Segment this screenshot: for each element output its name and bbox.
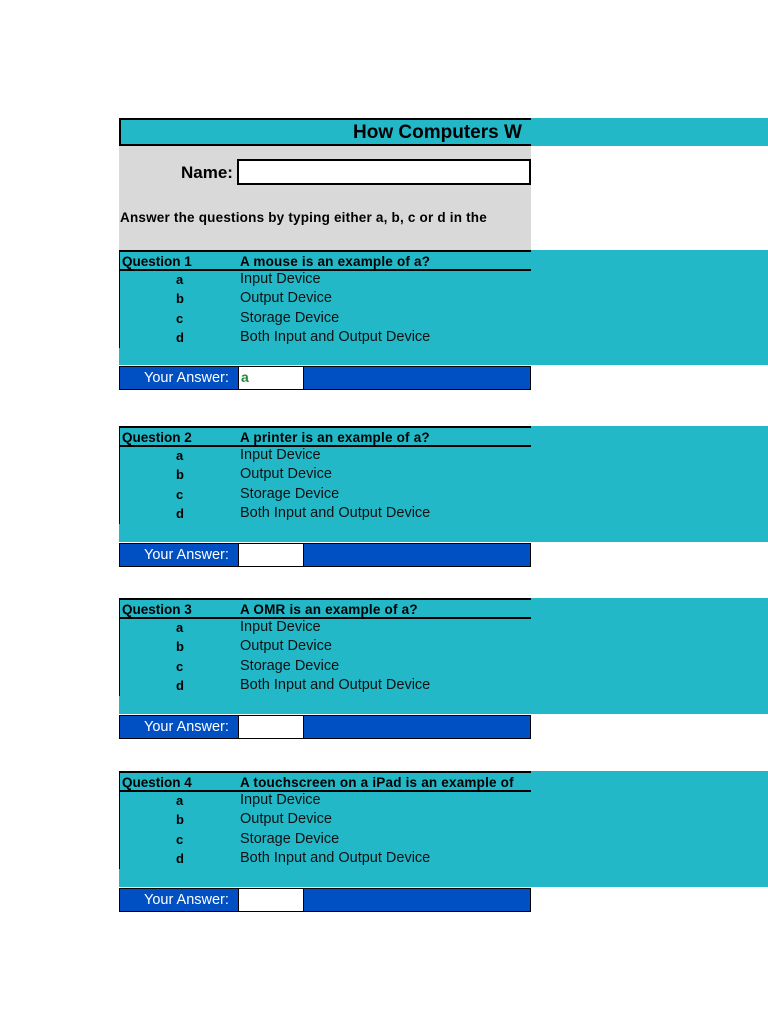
- option-text: Input Device: [240, 619, 321, 635]
- question-header: [119, 426, 531, 447]
- option-letter: b: [176, 812, 184, 828]
- option-letter: c: [176, 486, 184, 502]
- option-text: Both Input and Output Device: [240, 849, 431, 866]
- question-header: [119, 250, 531, 271]
- question-number: Question 2: [122, 430, 192, 445]
- option-letter: a: [176, 448, 184, 463]
- option-letter: d: [176, 850, 184, 866]
- answer-row: [119, 543, 531, 567]
- option-text: Output Device: [240, 466, 332, 483]
- question-text: A mouse is an example of a?: [240, 254, 431, 269]
- answer-row: [119, 888, 531, 912]
- instructions: Answer the questions by typing either a, b, c or d in the: [120, 210, 487, 225]
- option-letter: d: [176, 329, 184, 345]
- question-text: A touchscreen on a iPad is an example of: [240, 775, 514, 790]
- option-letter: c: [176, 310, 184, 326]
- question-text: A printer is an example of a?: [240, 430, 430, 445]
- title-bar: [119, 118, 768, 146]
- option-a: [120, 792, 531, 811]
- question-number: Question 3: [122, 602, 192, 617]
- option-text: Output Device: [240, 811, 332, 828]
- page-title: How Computers W: [353, 122, 522, 143]
- option-b: [120, 290, 531, 309]
- option-b: [120, 638, 531, 657]
- options-list: [119, 792, 531, 869]
- option-text: Input Device: [240, 271, 321, 287]
- answer-input[interactable]: [238, 889, 304, 911]
- option-c: [120, 658, 531, 677]
- question-number: Question 1: [122, 254, 192, 269]
- option-letter: a: [176, 272, 184, 287]
- options-list: [119, 619, 531, 696]
- title-cell: [119, 118, 531, 146]
- option-a: [120, 619, 531, 638]
- option-letter: b: [176, 291, 184, 307]
- option-a: [120, 271, 531, 290]
- option-d: [120, 329, 531, 348]
- question-header: [119, 771, 531, 792]
- option-letter: a: [176, 620, 184, 635]
- option-letter: b: [176, 467, 184, 483]
- option-text: Output Device: [240, 290, 332, 307]
- option-text: Storage Device: [240, 309, 340, 326]
- option-text: Input Device: [240, 447, 321, 463]
- option-a: [120, 447, 531, 466]
- option-letter: d: [176, 677, 184, 693]
- option-letter: d: [176, 505, 184, 521]
- answer-row: [119, 366, 531, 390]
- answer-label: Your Answer:: [144, 892, 229, 908]
- options-list: [119, 271, 531, 348]
- option-text: Both Input and Output Device: [240, 504, 431, 521]
- option-text: Storage Device: [240, 657, 340, 674]
- question-text: A OMR is an example of a?: [240, 602, 418, 617]
- option-d: [120, 505, 531, 524]
- option-d: [120, 850, 531, 869]
- option-text: Input Device: [240, 792, 321, 808]
- option-letter: b: [176, 639, 184, 655]
- option-text: Output Device: [240, 638, 332, 655]
- answer-input[interactable]: [238, 544, 304, 566]
- option-letter: c: [176, 658, 184, 674]
- option-text: Both Input and Output Device: [240, 676, 431, 693]
- name-label: Name:: [181, 163, 233, 182]
- option-text: Storage Device: [240, 485, 340, 502]
- name-input[interactable]: [237, 159, 531, 185]
- option-c: [120, 310, 531, 329]
- option-letter: a: [176, 793, 184, 808]
- question-header: [119, 598, 531, 619]
- option-c: [120, 486, 531, 505]
- options-list: [119, 447, 531, 524]
- option-c: [120, 831, 531, 850]
- answer-label: Your Answer:: [144, 547, 229, 563]
- option-letter: c: [176, 831, 184, 847]
- answer-label: Your Answer:: [144, 370, 229, 386]
- answer-label: Your Answer:: [144, 719, 229, 735]
- name-section: [119, 146, 531, 250]
- option-b: [120, 466, 531, 485]
- option-b: [120, 811, 531, 830]
- answer-input[interactable]: a: [238, 367, 304, 389]
- answer-row: [119, 715, 531, 739]
- option-text: Both Input and Output Device: [240, 328, 431, 345]
- option-d: [120, 677, 531, 696]
- question-number: Question 4: [122, 775, 192, 790]
- option-text: Storage Device: [240, 830, 340, 847]
- answer-input[interactable]: [238, 716, 304, 738]
